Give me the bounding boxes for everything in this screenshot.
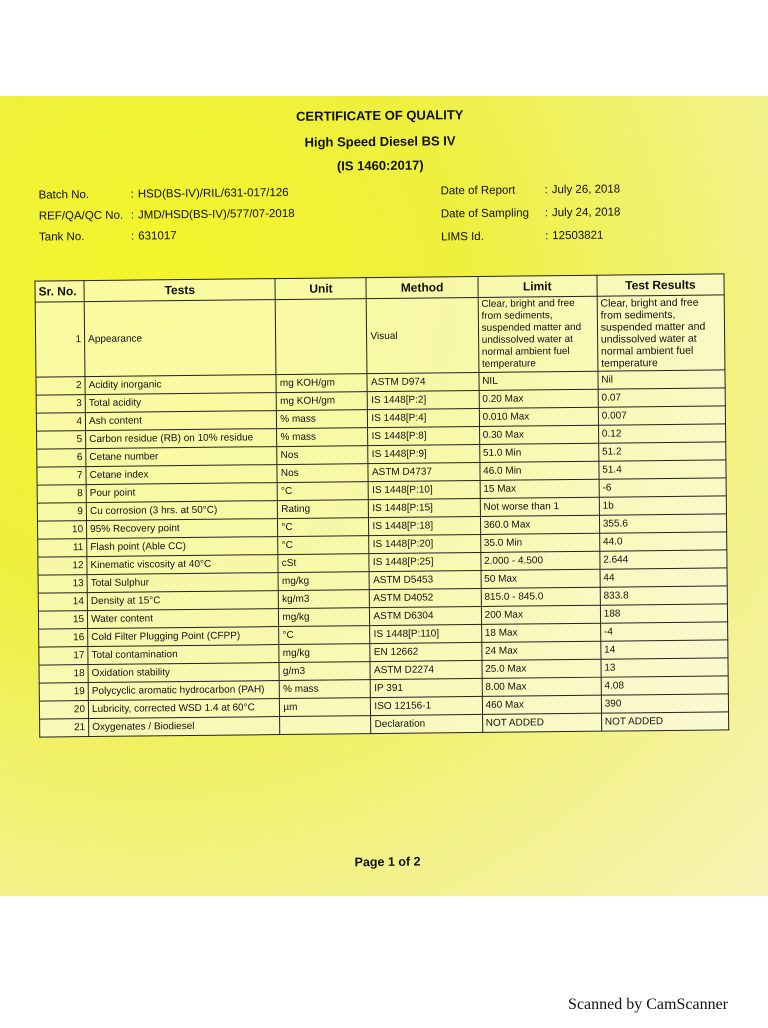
cell-sr: 3 — [36, 395, 85, 414]
cell-test: Cold Filter Plugging Point (CFPP) — [88, 627, 279, 647]
report-date-row: Date of Report : July 26, 2018 — [440, 183, 621, 198]
cell-method: IS 1448[P:15] — [369, 498, 480, 517]
cell-method: IS 1448[P:9] — [368, 444, 479, 463]
cell-limit: 0.20 Max — [479, 389, 598, 408]
tank-row: Tank No. : 631017 — [38, 230, 177, 244]
cell-method: IP 391 — [371, 678, 482, 697]
header-unit: Unit — [275, 278, 366, 300]
cell-unit: mg/kg — [278, 572, 369, 591]
sampling-date-value: July 24, 2018 — [551, 206, 621, 220]
cell-test: Water content — [87, 609, 278, 629]
cell-sr: 21 — [40, 719, 89, 738]
cell-limit: 25.0 Max — [482, 659, 601, 678]
cell-unit: % mass — [277, 428, 368, 447]
cell-result: 51.4 — [599, 460, 726, 479]
cell-test: Acidity inorganic — [85, 375, 276, 395]
cell-method: ASTM D6304 — [370, 606, 481, 625]
cell-sr: 4 — [36, 413, 85, 432]
cell-limit: 8.00 Max — [482, 677, 601, 696]
cell-method: EN 12662 — [370, 642, 481, 661]
cell-unit: mg KOH/gm — [276, 374, 367, 393]
cell-unit: mg KOH/gm — [276, 392, 367, 411]
cell-method: Visual — [367, 297, 479, 373]
header-results: Test Results — [597, 274, 724, 296]
cell-sr: 5 — [37, 431, 86, 450]
cell-sr: 20 — [39, 701, 88, 720]
cell-test: Kinematic viscosity at 40°C — [87, 555, 278, 575]
cell-sr: 19 — [39, 683, 88, 702]
sampling-date-label: Date of Sampling — [440, 207, 530, 221]
batch-value: HSD(BS-IV)/RIL/631-017/126 — [137, 186, 289, 201]
certificate-title: CERTIFICATE OF QUALITY — [296, 107, 464, 124]
cell-limit: 0.30 Max — [479, 425, 598, 444]
cell-test: Flash point (Able CC) — [87, 537, 278, 557]
cell-test: Polycyclic aromatic hydrocarbon (PAH) — [88, 681, 279, 701]
cell-sr: 1 — [35, 302, 85, 378]
tank-value: 631017 — [138, 230, 177, 243]
cell-unit: mg/kg — [279, 608, 370, 627]
cell-method: ASTM D5453 — [369, 570, 480, 589]
cell-result: 0.07 — [598, 388, 725, 407]
cell-method: ASTM D974 — [367, 372, 478, 391]
table-body — [35, 295, 729, 737]
quality-table — [34, 273, 729, 737]
cell-unit: % mass — [280, 680, 371, 699]
header-tests: Tests — [84, 279, 275, 302]
cell-unit — [280, 716, 371, 735]
cell-method: IS 1448[P:20] — [369, 534, 480, 553]
header-limit: Limit — [478, 275, 597, 297]
meta-left-block — [39, 187, 295, 253]
cell-unit: cSt — [278, 554, 369, 573]
cell-test: Cetane number — [86, 447, 277, 467]
cell-result: 355.6 — [599, 514, 726, 533]
cell-result: 14 — [601, 640, 728, 659]
cell-result: 13 — [601, 658, 728, 677]
cell-test: Pour point — [86, 483, 277, 503]
cell-result: 1b — [599, 496, 726, 515]
cell-limit: 18 Max — [481, 623, 600, 642]
cell-unit: g/m3 — [279, 662, 370, 681]
header-sr: Sr. No. — [35, 281, 84, 303]
cell-sr: 8 — [37, 485, 86, 504]
cell-method: ASTM D2274 — [370, 660, 481, 679]
header-method: Method — [366, 276, 477, 298]
cell-method: IS 1448[P:8] — [368, 426, 479, 445]
cell-result: 44.0 — [599, 532, 726, 551]
cell-result: 4.08 — [601, 676, 728, 695]
lims-label: LIMS Id. — [440, 230, 484, 244]
cell-limit: 51.0 Min — [479, 443, 598, 462]
report-date-label: Date of Report — [440, 184, 516, 198]
cell-result: 833.8 — [600, 586, 727, 605]
cell-unit: µm — [280, 698, 371, 717]
table-row — [35, 295, 725, 377]
report-date-value: July 26, 2018 — [551, 183, 621, 197]
cell-result: -6 — [599, 478, 726, 497]
ref-row: REF/QA/QC No. : JMD/HSD(BS-IV)/577/07-2018 — [38, 207, 295, 223]
cell-test: Total acidity — [85, 393, 276, 413]
cell-unit: °C — [278, 536, 369, 555]
sampling-date-row: Date of Sampling : July 24, 2018 — [440, 206, 621, 221]
cell-test: 95% Recovery point — [87, 519, 278, 539]
cell-sr: 7 — [37, 467, 86, 486]
cell-method: ASTM D4052 — [370, 588, 481, 607]
cell-sr: 15 — [38, 611, 87, 630]
batch-row: Batch No. : HSD(BS-IV)/RIL/631-017/126 — [38, 186, 289, 202]
scanner-watermark: Scanned by CamScanner — [568, 996, 728, 1013]
cell-unit: °C — [277, 482, 368, 501]
cell-sr: 17 — [39, 647, 88, 666]
cell-limit: Not worse than 1 — [480, 497, 599, 516]
standard-reference: (IS 1460:2017) — [336, 157, 424, 174]
cell-test: Oxidation stability — [88, 663, 279, 683]
cell-sr: 10 — [37, 521, 86, 540]
tank-label: Tank No. — [38, 231, 85, 244]
cell-unit: °C — [279, 626, 370, 645]
cell-limit: 46.0 Min — [480, 461, 599, 480]
cell-result: 0.12 — [598, 424, 725, 443]
cell-test: Ash content — [85, 411, 276, 431]
cell-limit: 815.0 - 845.0 — [481, 587, 600, 606]
cell-method: IS 1448[P:2] — [368, 390, 479, 409]
cell-limit: 460 Max — [482, 695, 601, 714]
cell-method: IS 1448[P:4] — [368, 408, 479, 427]
cell-sr: 13 — [38, 575, 87, 594]
cell-method: ISO 12156-1 — [371, 696, 482, 715]
cell-unit: Nos — [277, 446, 368, 465]
cell-result: 0.007 — [598, 406, 725, 425]
cell-sr: 11 — [38, 539, 87, 558]
cell-unit: Rating — [278, 500, 369, 519]
cell-method: IS 1448[P:110] — [370, 624, 481, 643]
cell-method: ASTM D4737 — [368, 462, 479, 481]
cell-test: Cetane index — [86, 465, 277, 485]
cell-result: 188 — [600, 604, 727, 623]
cell-unit — [276, 299, 368, 375]
cell-unit: % mass — [277, 410, 368, 429]
cell-sr: 16 — [39, 629, 88, 648]
cell-method: IS 1448[P:18] — [369, 516, 480, 535]
cell-test: Carbon residue (RB) on 10% residue — [86, 429, 277, 449]
cell-test: Lubricity, corrected WSD 1.4 at 60°C — [88, 699, 279, 719]
cell-unit: °C — [278, 518, 369, 537]
cell-test: Oxygenates / Biodiesel — [89, 717, 280, 737]
page-number: Page 1 of 2 — [354, 854, 421, 870]
cell-limit: 15 Max — [480, 479, 599, 498]
cell-limit: 200 Max — [481, 605, 600, 624]
cell-unit: Nos — [277, 464, 368, 483]
cell-limit: 360.0 Max — [480, 515, 599, 534]
cell-limit: 2.000 - 4.500 — [480, 551, 599, 570]
cell-sr: 2 — [36, 377, 85, 396]
meta-right-block — [440, 183, 620, 254]
cell-test: Appearance — [84, 300, 276, 377]
cell-limit: 0.010 Max — [479, 407, 598, 426]
cell-limit: NOT ADDED — [482, 713, 601, 732]
cell-sr: 9 — [37, 503, 86, 522]
cell-limit: 50 Max — [481, 569, 600, 588]
cell-result: Nil — [598, 370, 725, 389]
cell-sr: 14 — [38, 593, 87, 612]
cell-result: Clear, bright and free from sediments, suspended matter and undissolved water at normal ambient fuel temperature — [597, 295, 725, 371]
cell-result: 44 — [600, 568, 727, 587]
cell-result: 51.2 — [598, 442, 725, 461]
lims-value: 12503821 — [552, 229, 604, 243]
cell-method: IS 1448[P:25] — [369, 552, 480, 571]
cell-limit: 35.0 Min — [480, 533, 599, 552]
ref-label: REF/QA/QC No. — [38, 209, 124, 223]
cell-method: Declaration — [371, 714, 482, 733]
cell-limit: Clear, bright and free from sediments, suspended matter and undissolved water at normal ambient fuel temperature — [478, 296, 598, 372]
cell-test: Cu corrosion (3 hrs. at 50°C) — [86, 501, 277, 521]
cell-result: -4 — [600, 622, 727, 641]
cell-result: NOT ADDED — [601, 712, 728, 731]
cell-test: Total Sulphur — [87, 573, 278, 593]
cell-result: 390 — [601, 694, 728, 713]
cell-limit: 24 Max — [481, 641, 600, 660]
product-name: High Speed Diesel BS IV — [304, 133, 456, 150]
cell-unit: mg/kg — [279, 644, 370, 663]
ref-value: JMD/HSD(BS-IV)/577/07-2018 — [137, 207, 295, 222]
cell-sr: 12 — [38, 557, 87, 576]
cell-test: Total contamination — [88, 645, 279, 665]
cell-method: IS 1448[P:10] — [369, 480, 480, 499]
lims-row: LIMS Id. : 12503821 — [440, 229, 604, 244]
cell-limit: NIL — [479, 371, 598, 390]
cell-sr: 6 — [37, 449, 86, 468]
cell-test: Density at 15°C — [87, 591, 278, 611]
cell-sr: 18 — [39, 665, 88, 684]
cell-unit: kg/m3 — [279, 590, 370, 609]
batch-label: Batch No. — [38, 189, 90, 202]
cell-result: 2.644 — [600, 550, 727, 569]
